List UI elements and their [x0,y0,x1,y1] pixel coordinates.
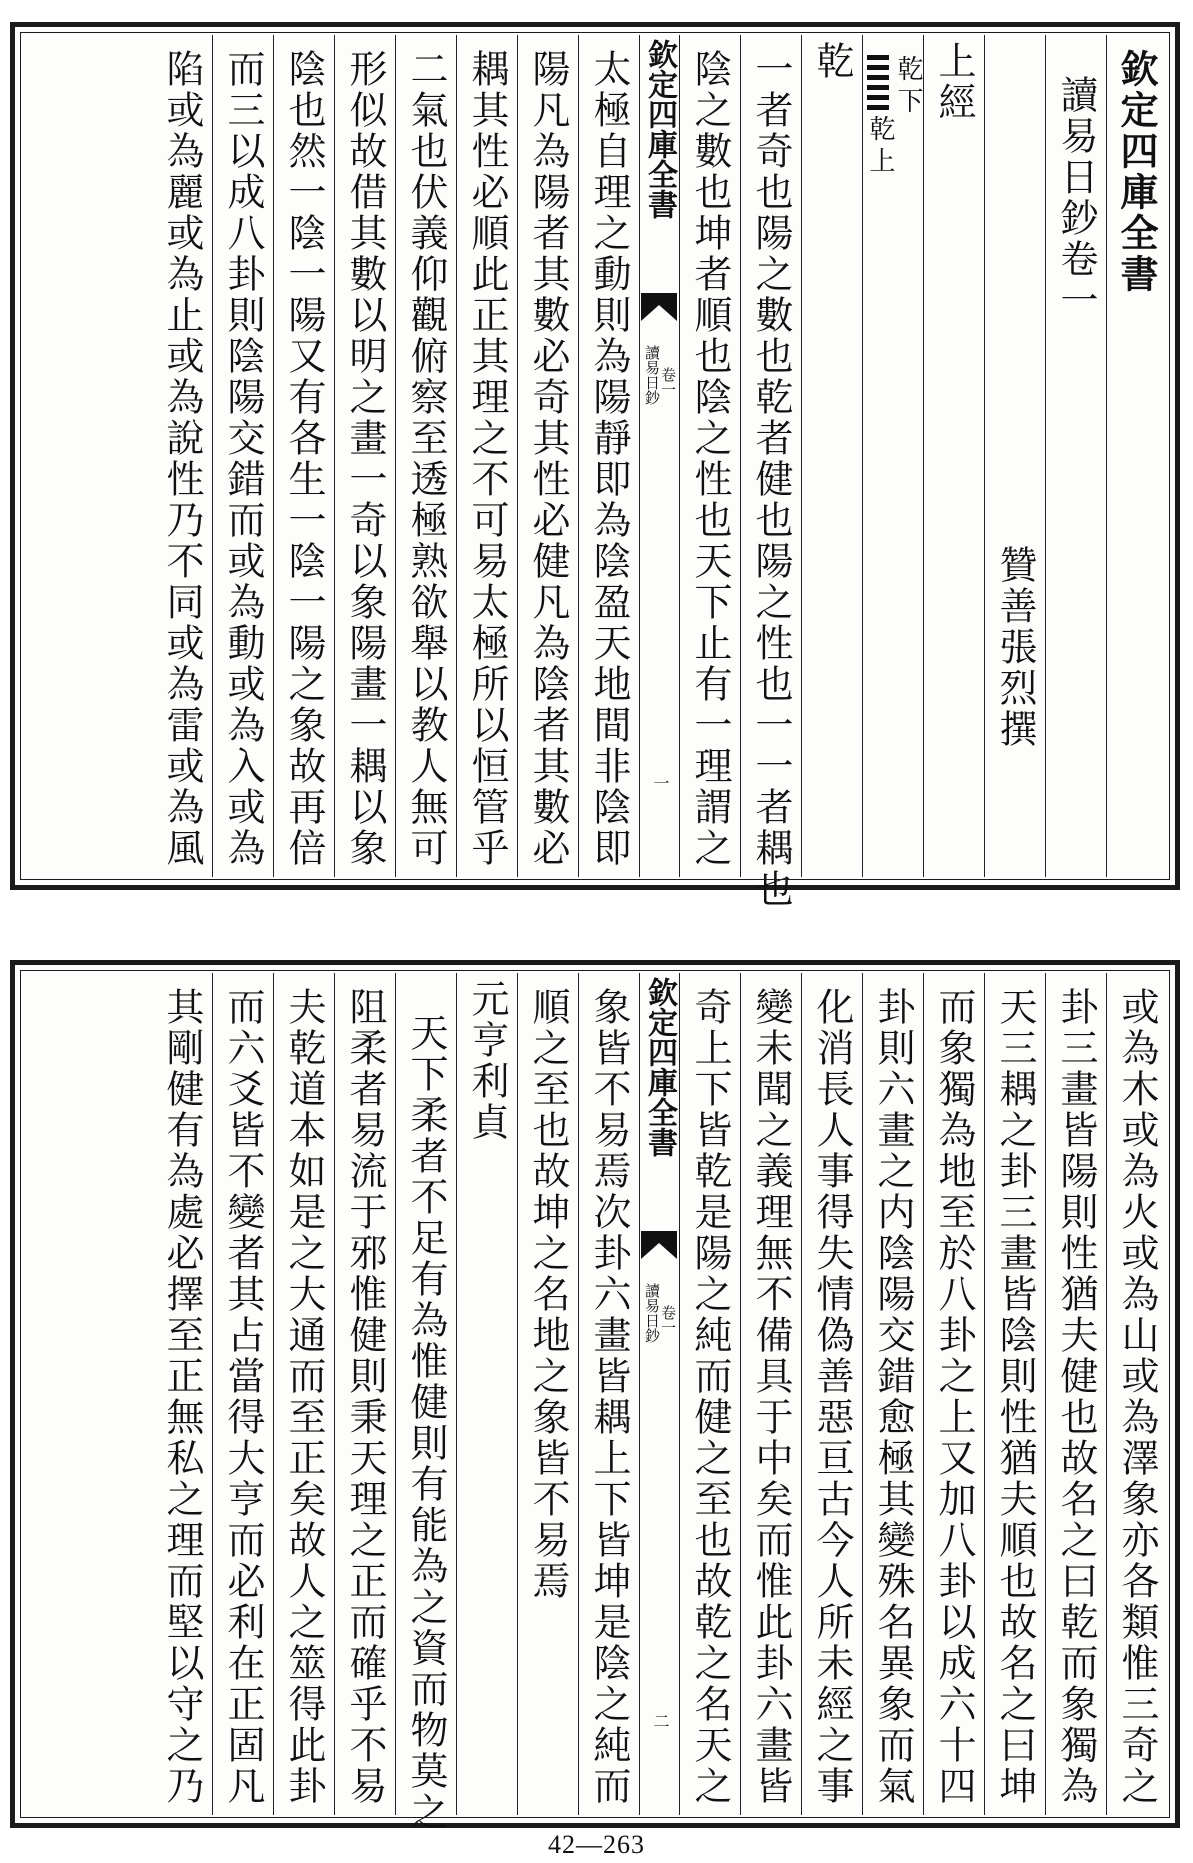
page-2-columns [23,973,1167,1833]
text-line: 卦三畫皆陽則性猶夫健也故名之曰乾而象獨為 [1054,987,1098,1807]
center-collection-title: 欽定四庫全書 [642,977,677,1157]
text-line: 陽凡為陽者其數必奇其性必健凡為陰者其數必 [526,49,570,869]
text-column [740,35,801,910]
collection-title-column [1106,35,1167,877]
author-column [984,35,1045,877]
text-column [334,35,395,877]
text-line: 耦其性必順此正其理之不可易太極所以恒管乎 [465,49,509,869]
text-line: 天下柔者不足有為惟健則有能為之資而物莫之 [404,1013,448,1833]
text-column [151,35,212,877]
book-title-column [1045,35,1106,877]
text-line: 形似故借其數以明之畫一奇以象陽畫一耦以象 [343,49,387,869]
center-collection-title: 欽定四庫全書 [642,39,677,219]
text-column [984,973,1045,1815]
text-line: 一者奇也陽之數也乾者健也陽之性也一一者耦也 [749,49,793,910]
lower-trigram-label: 乾 [865,115,895,141]
text-column [395,35,456,877]
text-line: 陰之數也坤者順也陰之性也天下止有一理謂之 [688,49,732,869]
text-line: 或為木或為火或為山或為澤象亦各類惟三奇之 [1115,987,1159,1807]
text-line: 天三耦之卦三畫皆陰則性猶夫順也故名之曰坤 [993,987,1037,1807]
center-volume: 卷一 [659,367,677,397]
text-column [578,973,639,1815]
center-fold-strip [639,35,679,877]
text-line: 夫乾道本如是之大通而至正矣故人之筮得此卦 [282,987,326,1807]
text-line: 阻柔者易流于邪惟健則秉天理之正而確乎不易 [343,987,387,1807]
text-line: 而象獨為地至於八卦之上又加八卦以成六十四 [932,987,976,1807]
text-line: 陷或為麗或為止或為說性乃不同或為雷或為風 [160,49,204,869]
section-column [923,35,984,877]
hexagram-name: 乾 [810,41,854,82]
classic-text-line: 元亨利貞 [465,979,509,1143]
text-line: 太極自理之動則為陽靜即為陰盈天地間非陰即 [587,49,631,869]
text-column [923,973,984,1815]
text-column [273,35,334,877]
hexagram-column [862,35,923,877]
text-column [801,973,862,1815]
text-column [395,973,456,1833]
text-column [517,35,578,877]
center-volume: 卷一 [659,1305,677,1335]
text-column [151,973,212,1815]
text-column [273,973,334,1815]
hexagram-name-column [801,35,862,877]
fishtail-mark-icon [640,1229,678,1261]
author-line: 贊善張烈撰 [993,545,1037,750]
upper-trigram-label: 乾 [893,55,923,81]
text-line: 變未聞之義理無不備具于中矣而惟此卦六畫皆 [749,987,793,1807]
qian-hexagram-icon [867,55,889,115]
footer-page-number: 42—263 [548,1830,645,1859]
page-1 [10,22,1180,910]
text-line: 陰也然一陰一陽又有各生一陰一陽之象故再倍 [282,49,326,869]
upper-position-label: 下 [893,87,923,113]
center-fold-strip [639,973,679,1815]
text-line: 卦則六畫之内陰陽交錯愈極其變殊名異象而氣 [871,987,915,1807]
text-line: 順之至也故坤之名地之象皆不易焉 [526,987,570,1602]
text-line: 而六爻皆不變者其占當得大亨而必利在正固凡 [221,987,265,1807]
lower-position-label: 上 [865,147,895,173]
text-column [456,35,517,877]
text-column [1106,973,1167,1815]
text-column [679,973,740,1815]
text-column [1045,973,1106,1815]
text-column [334,973,395,1815]
center-book-name: 讀易日鈔 [643,345,661,405]
text-line: 象皆不易焉次卦六畫皆耦上下皆坤是陰之純而 [587,987,631,1807]
text-column [740,973,801,1815]
text-line: 化消長人事得失情偽善惡亘古今人所未經之事 [810,987,854,1807]
collection-title: 欽定四庫全書 [1114,49,1159,295]
text-line: 二氣也伏義仰觀俯察至透極熟欲舉以教人無可 [404,49,448,869]
section-heading: 上經 [932,41,976,123]
text-line: 其剛健有為處必擇至正無私之理而堅以守之乃 [160,987,204,1807]
text-column [212,973,273,1815]
text-column [517,973,578,1815]
text-line: 奇上下皆乾是陽之純而健之至也故乾之名天之 [688,987,732,1807]
text-line: 而三以成八卦則陰陽交錯而或為動或為入或為 [221,49,265,869]
text-column [456,973,517,1815]
center-page-number: 二 [651,1713,670,1729]
fishtail-mark-icon [640,291,678,323]
center-book-name: 讀易日鈔 [643,1283,661,1343]
page-1-columns [23,35,1167,910]
text-column [679,35,740,877]
text-column [212,35,273,877]
book-title: 讀易日鈔卷一 [1054,75,1098,321]
text-column [862,973,923,1815]
text-column [578,35,639,877]
center-page-number: 一 [651,775,670,791]
page-2 [10,960,1180,1833]
